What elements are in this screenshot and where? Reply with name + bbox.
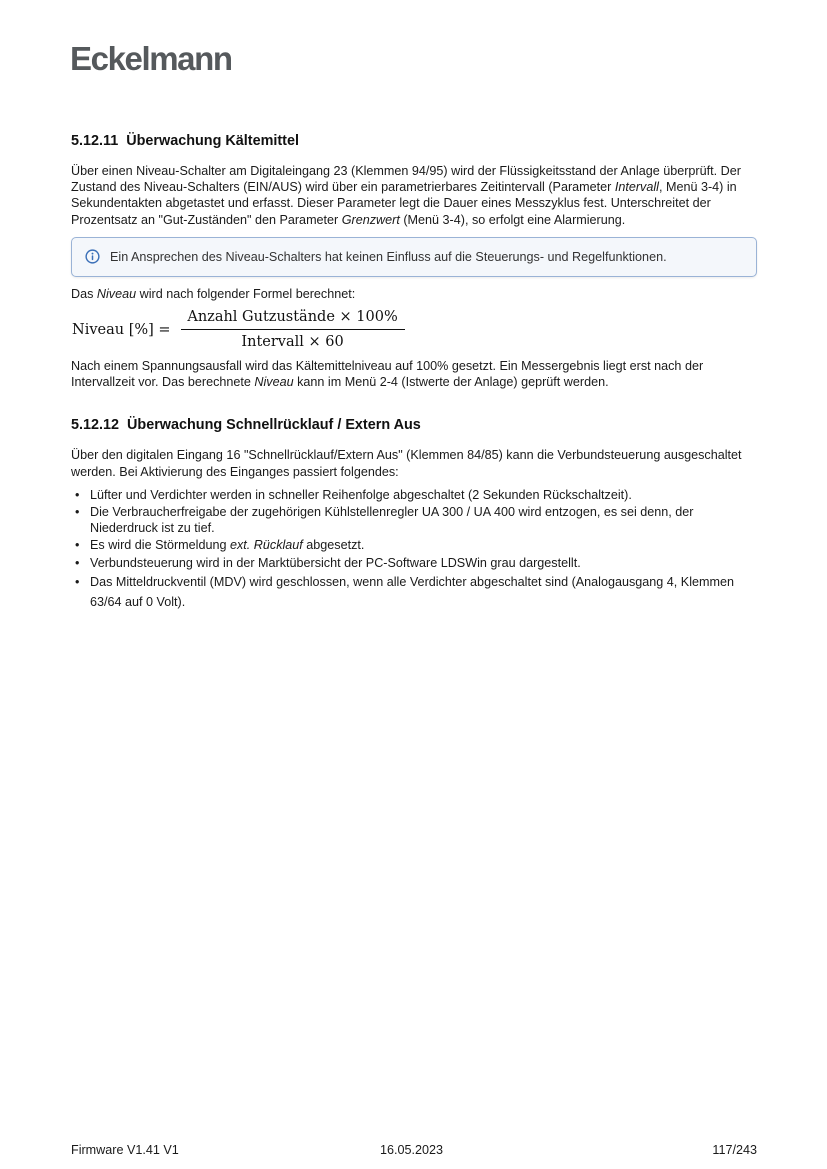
list-item: • Die Verbraucherfreigabe der zugehörigen Kühlstellenregler UA 300 / UA 400 wird entzogen, es sei denn, der Niederdruck ist zu tief. [71,504,757,536]
info-icon [85,249,100,264]
company-logo: Eckelmann [70,40,232,77]
list-item: • Verbundsteuerung wird in der Marktübersicht der PC-Software LDSWin grau dargestellt. [71,555,757,571]
list-item: • Es wird die Störmeldung ext. Rücklauf abgesetzt. [71,537,757,553]
section-heading-kaeltemittel [71,132,757,150]
section-title: Überwachung Schnellrücklauf / Extern Aus [127,417,421,434]
paragraph-niveau-schalter: Über einen Niveau-Schalter am Digitaleingang 23 (Klemmen 94/95) wird der Flüssigkeitsstand der Anlage überprüft. Der Zustand des Niveau-Schalters (EIN/AUS) wird über ein parametrierbares Zeitintervall (Parameter Intervall, Menü 3-4) in Sekundentakten abgetastet und erfasst. Dieser Parameter legt die Dauer eines Messzyklus fest. Unterschreitet der Prozentsatz an "Gut-Zuständen" den Parameter Grenzwert (Menü 3-4), so erfolgt eine Alarmierung. [71,164,741,227]
niveau-formula [72,309,757,350]
footer-date: 16.05.2023 [380,1143,444,1157]
list-item: • Das Mitteldruckventil (MDV) wird geschlossen, wenn alle Verdichter abgeschaltet sind (Analogausgang 4, Klemmen 63/64 auf 0 Volt). [71,572,757,612]
section-number: 5.12.12 [71,417,120,434]
formula-numerator: Anzahl Gutzustände × 100% [187,309,398,326]
note-text: Ein Ansprechen des Niveau-Schalters hat keinen Einfluss auf die Steuerungs- und Regelfunktionen. [110,249,667,264]
section-heading-schnellruecklauf [71,416,757,434]
footer-firmware: Firmware V1.41 V1 [71,1143,179,1157]
page-content [71,132,757,613]
formula-lhs: Niveau [%] = [72,321,171,338]
paragraph-spannungsausfall: Nach einem Spannungsausfall wird das Kältemittelniveau auf 100% gesetzt. Ein Messergebnis liegt erst nach der Intervallzeit vor. Das berechnete Niveau kann im Menü 2-4 (Istwerte der Anlage) geprüft werden. [71,359,704,390]
formula-intro: Das Niveau wird nach folgender Formel berechnet: [71,286,356,301]
formula-fraction [181,309,405,350]
paragraph-digitaler-eingang: Über den digitalen Eingang 16 "Schnellrücklauf/Extern Aus" (Klemmen 84/85) kann die Verbundsteuerung ausgeschaltet werden. Bei Aktivierung des Einganges passiert folgendes: [71,448,742,479]
info-note [71,237,757,277]
footer-page-number: 117/243 [712,1143,757,1157]
list-item: • Lüfter und Verdichter werden in schneller Reihenfolge abgeschaltet (2 Sekunden Rückschaltzeit). [71,487,757,503]
section-number: 5.12.11 [71,133,119,149]
formula-denominator: Intervall × 60 [181,329,405,350]
section-title: Überwachung Kältemittel [126,133,299,149]
bullet-list [71,487,757,612]
